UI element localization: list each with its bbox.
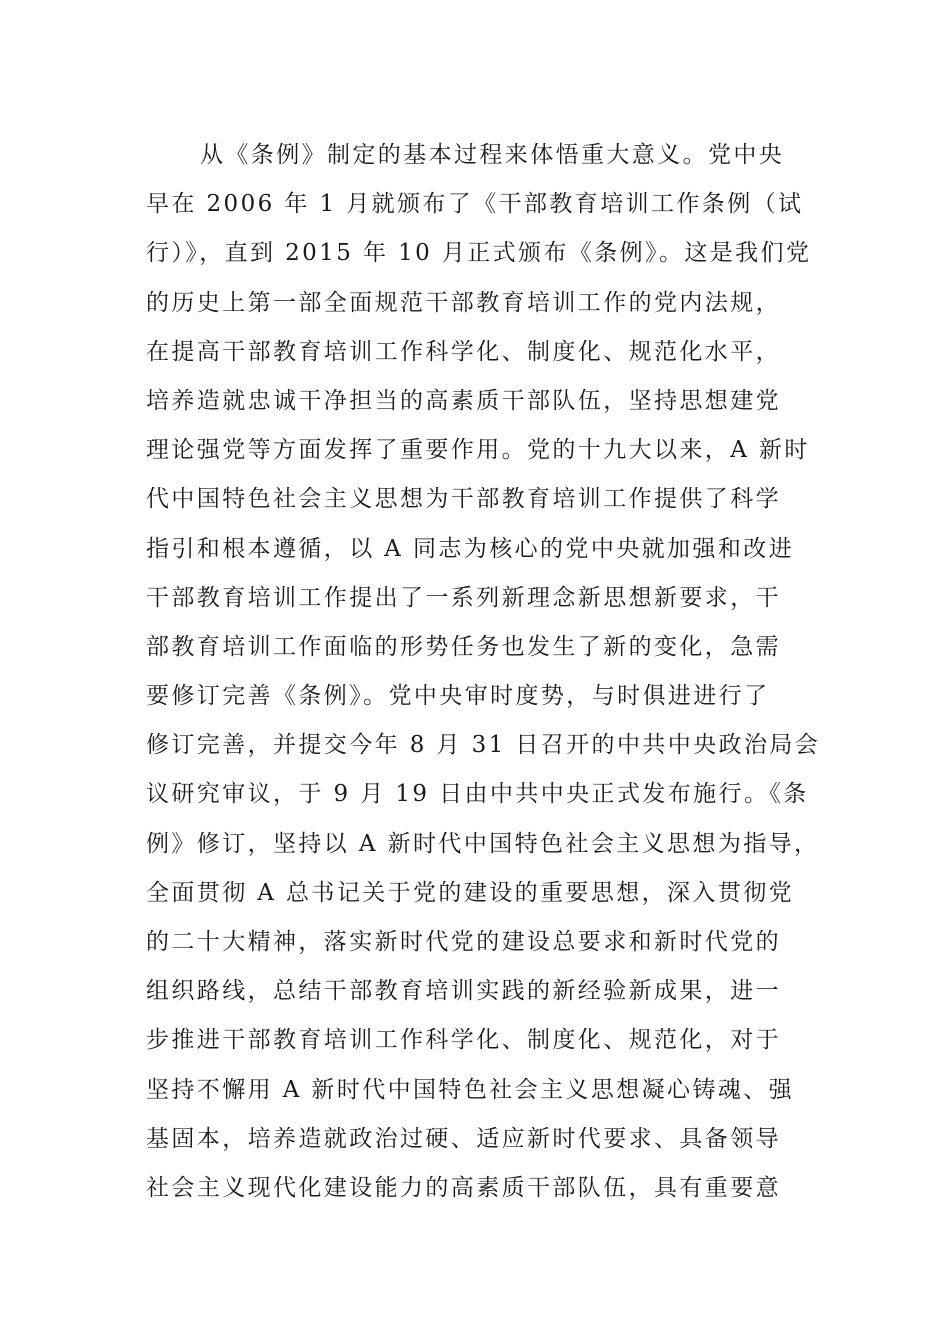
paragraph-line: 基固本，培养造就政治过硬、适应新时代要求、具备领导	[146, 1125, 781, 1152]
paragraph-line: 社会主义现代化建设能力的高素质干部队伍，具有重要意	[146, 1174, 781, 1201]
paragraph-line: 从《条例》制定的基本过程来体悟重大意义。党中央	[200, 142, 785, 168]
paragraph-line: 部教育培训工作面临的形势任务也发生了新的变化，急需	[146, 633, 781, 660]
paragraph-line: 步推进干部教育培训工作科学化、制度化、规范化，对于	[146, 1027, 781, 1054]
body-paragraph	[146, 131, 826, 1213]
paragraph-line: 指引和根本遵循，以 A 同志为核心的党中央就加强和改进	[146, 535, 795, 562]
paragraph-line: 例》修订，坚持以 A 新时代中国特色社会主义思想为指导，	[146, 830, 820, 857]
paragraph-line: 代中国特色社会主义思想为干部教育培训工作提供了科学	[146, 486, 781, 513]
paragraph-line: 在提高干部教育培训工作科学化、制度化、规范化水平，	[146, 338, 781, 365]
paragraph-line: 议研究审议，于 9 月 19 日由中共中央正式发布施行。《条	[146, 781, 809, 808]
paragraph-line: 培养造就忠诚干净担当的高素质干部队伍，坚持思想建党	[146, 387, 781, 414]
paragraph-line: 坚持不懈用 A 新时代中国特色社会主义思想凝心铸魂、强	[146, 1076, 795, 1103]
paragraph-line: 干部教育培训工作提出了一系列新理念新思想新要求，干	[146, 584, 781, 611]
paragraph-line: 的历史上第一部全面规范干部教育培训工作的党内法规，	[146, 289, 781, 316]
paragraph-line: 修订完善，并提交今年 8 月 31 日召开的中共中央政治局会	[146, 732, 821, 759]
paragraph-line: 组织路线，总结干部教育培训实践的新经验新成果，进一	[146, 978, 781, 1005]
paragraph-line: 行）》，直到 2015 年 10 月正式颁布《条例》。这是我们党	[146, 240, 812, 267]
paragraph-line: 的二十大精神，落实新时代党的建设总要求和新时代党的	[146, 929, 781, 955]
paragraph-line: 早在 2006 年 1 月就颁布了《干部教育培训工作条例（试	[146, 191, 804, 218]
paragraph-line: 要修订完善《条例》。党中央审时度势，与时俱进进行了	[146, 683, 770, 710]
paragraph-line: 理论强党等方面发挥了重要作用。党的十九大以来，A 新时	[146, 437, 810, 464]
paragraph-line: 全面贯彻 A 总书记关于党的建设的重要思想，深入贯彻党	[146, 879, 795, 906]
